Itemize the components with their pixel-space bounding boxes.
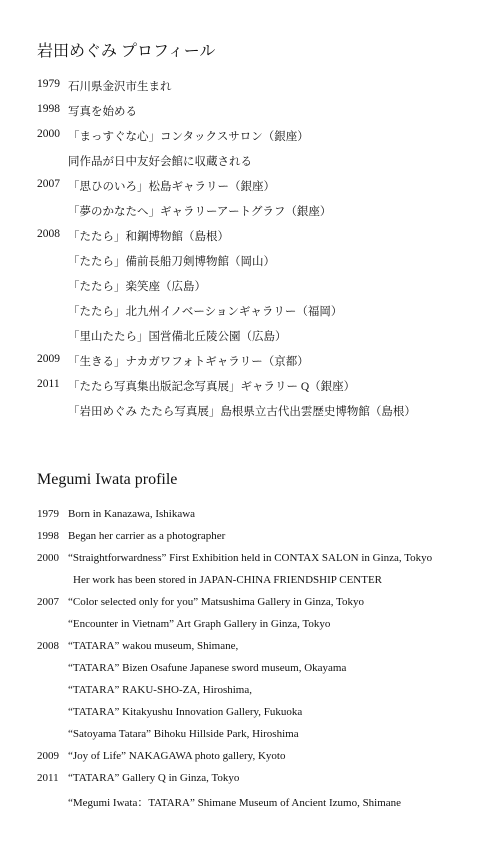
entry-text: 「たたら」楽笑座（広島） <box>68 281 206 293</box>
entry-text: 「思ひのいろ」松島ギャラリー（銀座） <box>68 181 275 193</box>
entry-text: 同作品が日中友好会館に収蔵される <box>68 156 252 168</box>
japanese-profile-title: 岩田めぐみ プロフィール <box>37 43 216 60</box>
entry-text: 「夢のかなたへ」ギャラリーアートグラフ（銀座） <box>68 206 332 218</box>
entry-text: 「生きる」ナカガワフォトギャラリー（京都） <box>68 356 309 368</box>
entry-year: 2009 <box>37 353 60 365</box>
entry-year: 2009 <box>37 750 59 762</box>
entry-text: “TATARA” Kitakyushu Innovation Gallery, Fukuoka <box>68 706 303 718</box>
entry-year: 2011 <box>37 378 60 390</box>
entry-year: 2000 <box>37 552 59 564</box>
entry-year: 1979 <box>37 78 60 90</box>
entry-text: Began her carrier as a photographer <box>68 530 226 542</box>
entry-text: 石川県金沢市生まれ <box>68 81 172 93</box>
entry-text: “TATARA” Gallery Q in Ginza, Tokyo <box>68 772 240 784</box>
entry-text: “Straightforwardness” First Exhibition held in CONTAX SALON in Ginza, Tokyo <box>68 552 433 564</box>
entry-text: “TATARA” wakou museum, Shimane, <box>68 640 239 652</box>
entry-text: “Megumi Iwata：TATARA” Shimane Museum of Ancient Izumo, Shimane <box>68 797 402 809</box>
entry-year: 1998 <box>37 103 60 115</box>
entry-text: 写真を始める <box>68 106 137 118</box>
entry-text: “TATARA” Bizen Osafune Japanese sword museum, Okayama <box>68 662 347 674</box>
entry-text: “Color selected only for you” Matsushima Gallery in Ginza, Tokyo <box>68 596 364 608</box>
entry-year: 2011 <box>37 772 59 784</box>
entry-year: 2008 <box>37 640 59 652</box>
entry-text: 「たたら」北九州イノベーションギャラリー（福岡） <box>68 306 343 318</box>
entry-text: 「たたら写真集出版記念写真展」ギャラリー Q（銀座） <box>68 381 356 393</box>
entry-text: “Encounter in Vietnam” Art Graph Gallery in Ginza, Tokyo <box>68 618 331 630</box>
entry-text: “Satoyama Tatara” Bihoku Hillside Park, Hiroshima <box>68 728 299 740</box>
entry-year: 2000 <box>37 128 60 140</box>
entry-year: 1979 <box>37 508 59 520</box>
english-profile-title: Megumi Iwata profile <box>37 471 178 488</box>
entry-year: 2007 <box>37 178 60 190</box>
entry-text: “TATARA” RAKU-SHO-ZA, Hiroshima, <box>68 684 252 696</box>
entry-text: “Joy of Life” NAKAGAWA photo gallery, Kyoto <box>68 750 286 762</box>
entry-text: 「たたら」備前長船刀剣博物館（岡山） <box>68 256 275 268</box>
entry-text: 「たたら」和鋼博物館（島根） <box>68 231 229 243</box>
entry-text: Born in Kanazawa, Ishikawa <box>68 508 196 520</box>
entry-year: 2008 <box>37 228 60 240</box>
entry-text: 「岩田めぐみ たたら写真展」島根県立古代出雲歴史博物館（島根） <box>68 406 416 418</box>
entry-text: 「里山たたら」国営備北丘陵公園（広島） <box>68 331 287 343</box>
entry-text: 「まっすぐな心」コンタックスサロン（銀座） <box>68 131 309 143</box>
entry-year: 2007 <box>37 596 59 608</box>
entry-year: 1998 <box>37 530 59 542</box>
entry-text: Her work has been stored in JAPAN-CHINA FRIENDSHIP CENTER <box>73 574 383 586</box>
